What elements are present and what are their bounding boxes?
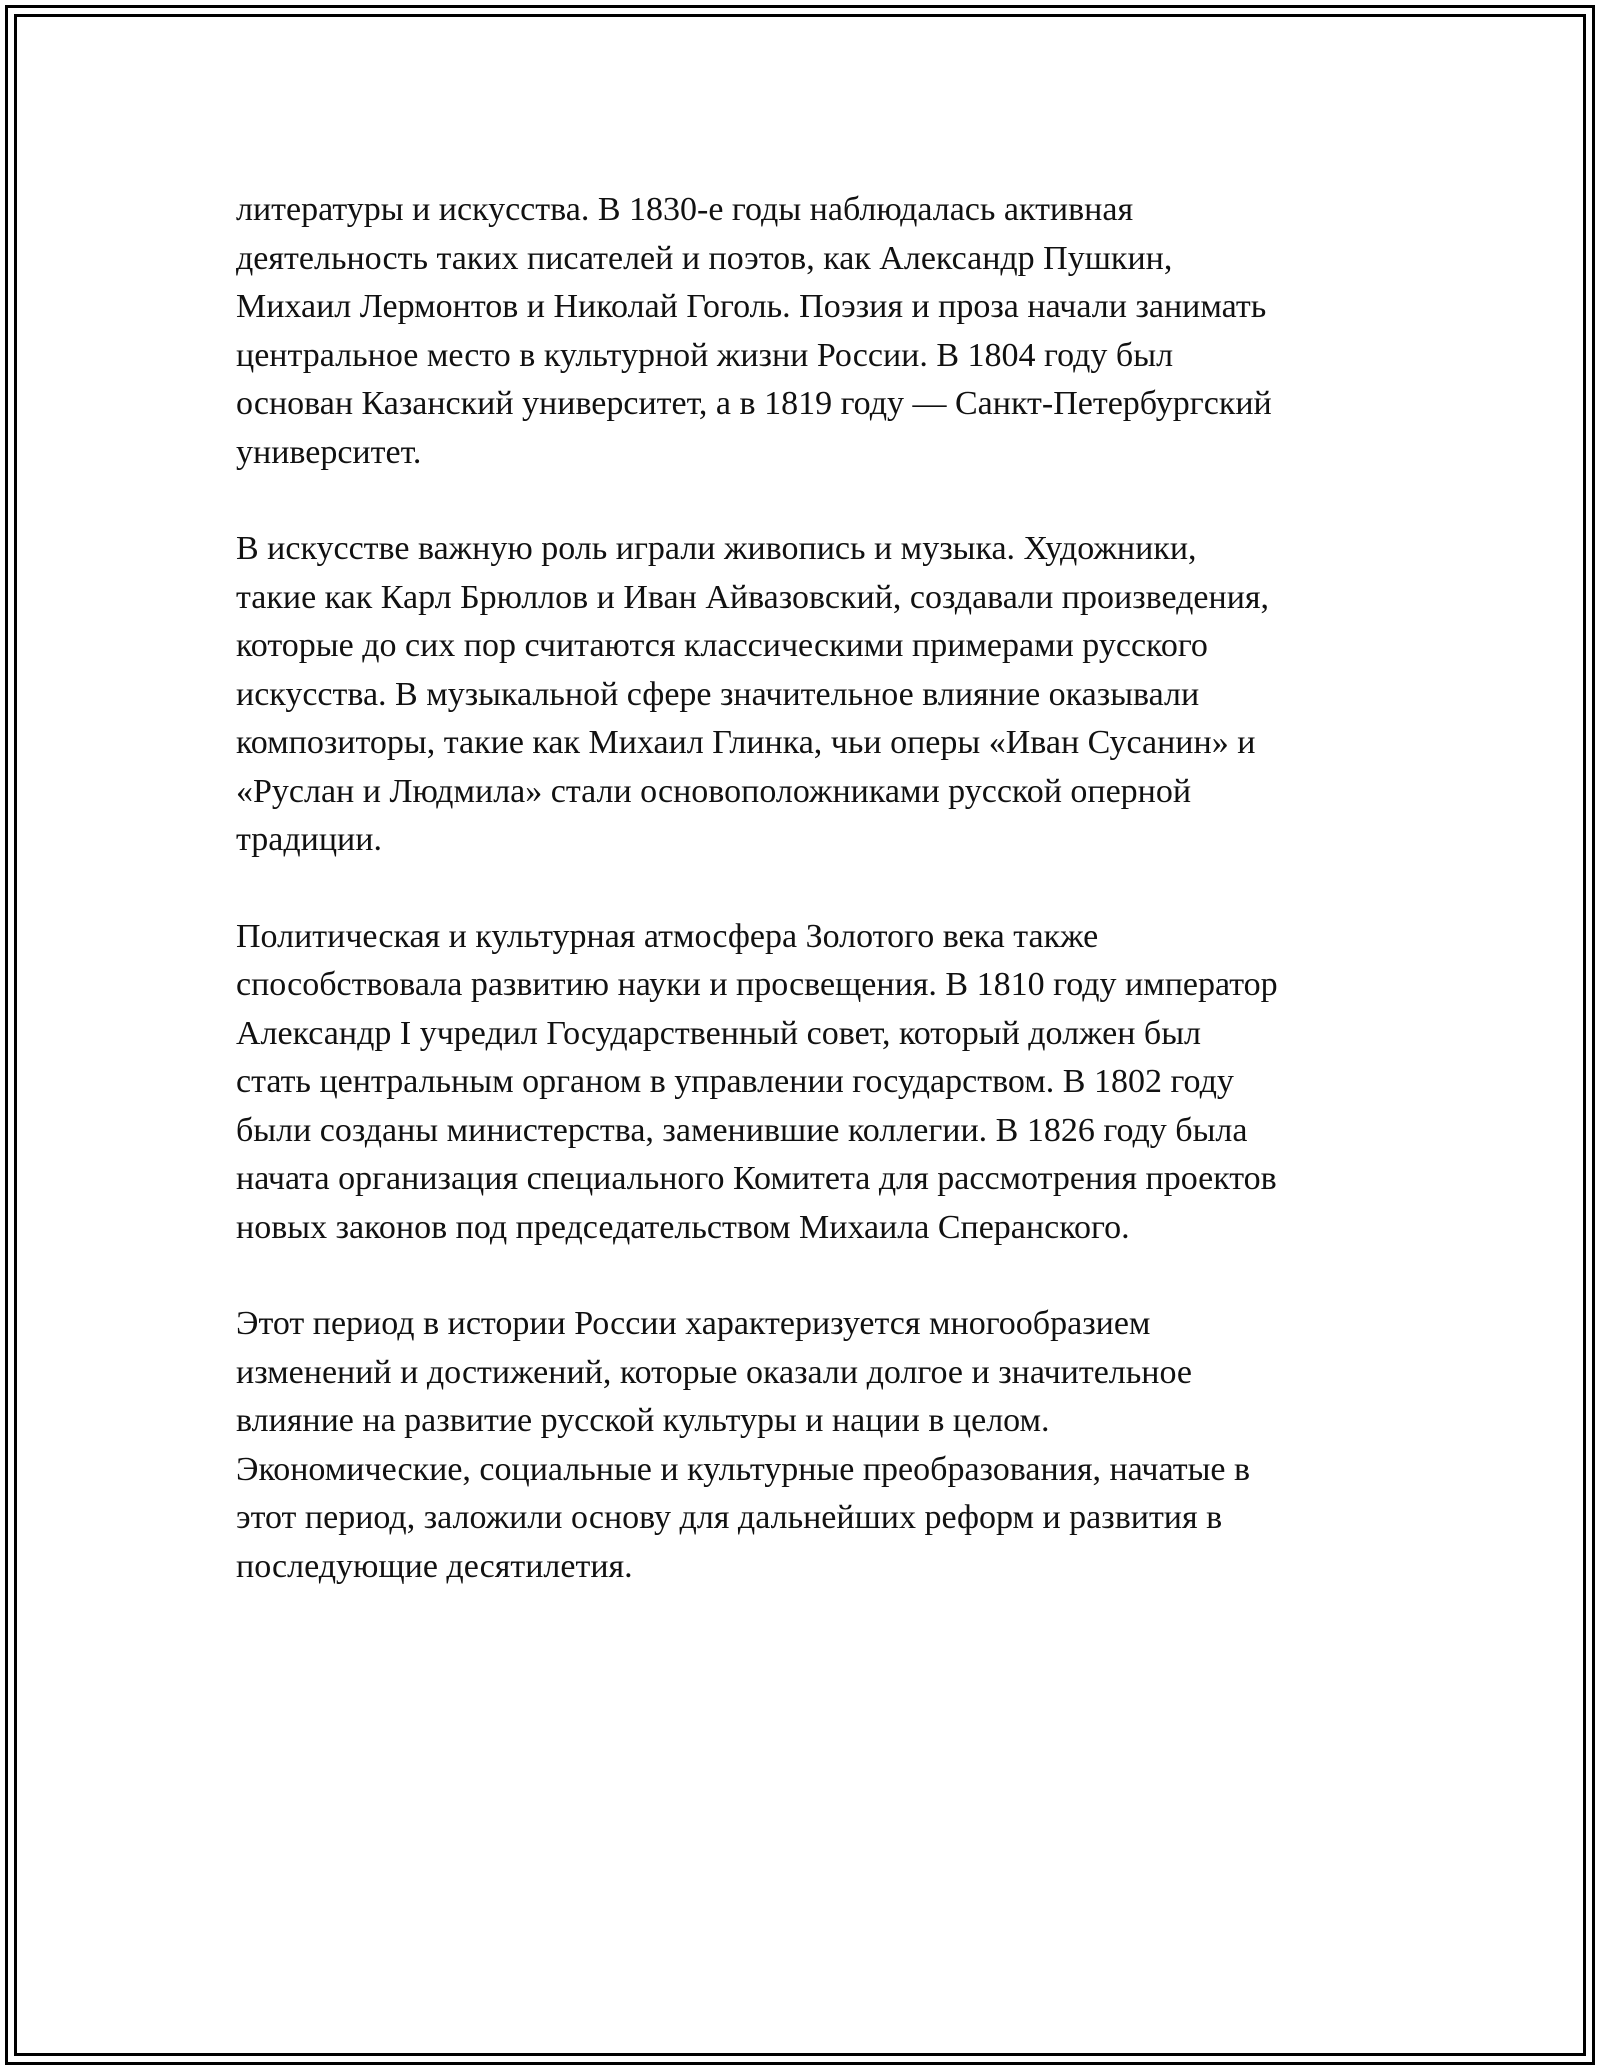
paragraph-art-and-music <box>236 525 1396 865</box>
text-line: В искусстве важную роль играли живопись и музыка. Художники, <box>236 530 1197 567</box>
text-line: университет. <box>236 433 422 471</box>
text-line: Михаил Лермонтов и Николай Гоголь. Поэзия и проза начали занимать <box>236 288 1267 325</box>
text-line: стать центральным органом в управлении государством. В 1802 году <box>236 1063 1234 1100</box>
text-line: этот период, заложили основу для дальнейших реформ и развития в <box>236 1499 1223 1536</box>
text-line: литературы и искусства. В 1830-е годы наблюдалась активная <box>236 191 1134 228</box>
text-line: Этот период в истории России характеризуется многообразием <box>236 1305 1151 1342</box>
text-line: способствовала развитию науки и просвещения. В 1810 году император <box>236 966 1278 1003</box>
text-line: деятельность таких писателей и поэтов, как Александр Пушкин, <box>236 239 1173 277</box>
text-line: влияние на развитие русской культуры и нации в целом. <box>236 1402 1050 1439</box>
text-line: новых законов под председательством Михаила Сперанского. <box>236 1208 1130 1246</box>
text-line: традиции. <box>236 821 382 858</box>
text-line: Политическая и культурная атмосфера Золотого века также <box>236 917 1099 955</box>
text-line: такие как Карл Брюллов и Иван Айвазовский, создавали произведения, <box>236 578 1270 616</box>
text-line: начата организация специального Комитета для рассмотрения проектов <box>236 1160 1277 1197</box>
text-line: композиторы, такие как Михаил Глинка, чьи оперы «Иван Сусанин» и <box>236 724 1256 761</box>
text-line: изменений и достижений, которые оказали долгое и значительное <box>236 1353 1192 1391</box>
text-line: основан Казанский университет, а в 1819 году — Санкт-Петербургский <box>236 385 1272 422</box>
text-line: которые до сих пор считаются классическими примерами русского <box>236 627 1208 664</box>
paragraph-conclusion <box>236 1300 1396 1591</box>
text-line: центральное место в культурной жизни России. В 1804 году был <box>236 336 1174 374</box>
text-line: Экономические, социальные и культурные преобразования, начатые в <box>236 1450 1251 1488</box>
text-line: последующие десятилетия. <box>236 1547 633 1585</box>
text-line: были созданы министерства, заменившие коллегии. В 1826 году была <box>236 1111 1248 1149</box>
paragraph-literature <box>236 186 1396 477</box>
text-line: Александр I учредил Государственный совет, который должен был <box>236 1014 1202 1052</box>
text-line: «Руслан и Людмила» стали основоположниками русской оперной <box>236 772 1192 810</box>
document-body <box>236 186 1396 1639</box>
text-line: искусства. В музыкальной сфере значительное влияние оказывали <box>236 675 1200 713</box>
paragraph-political-atmosphere <box>236 913 1396 1253</box>
